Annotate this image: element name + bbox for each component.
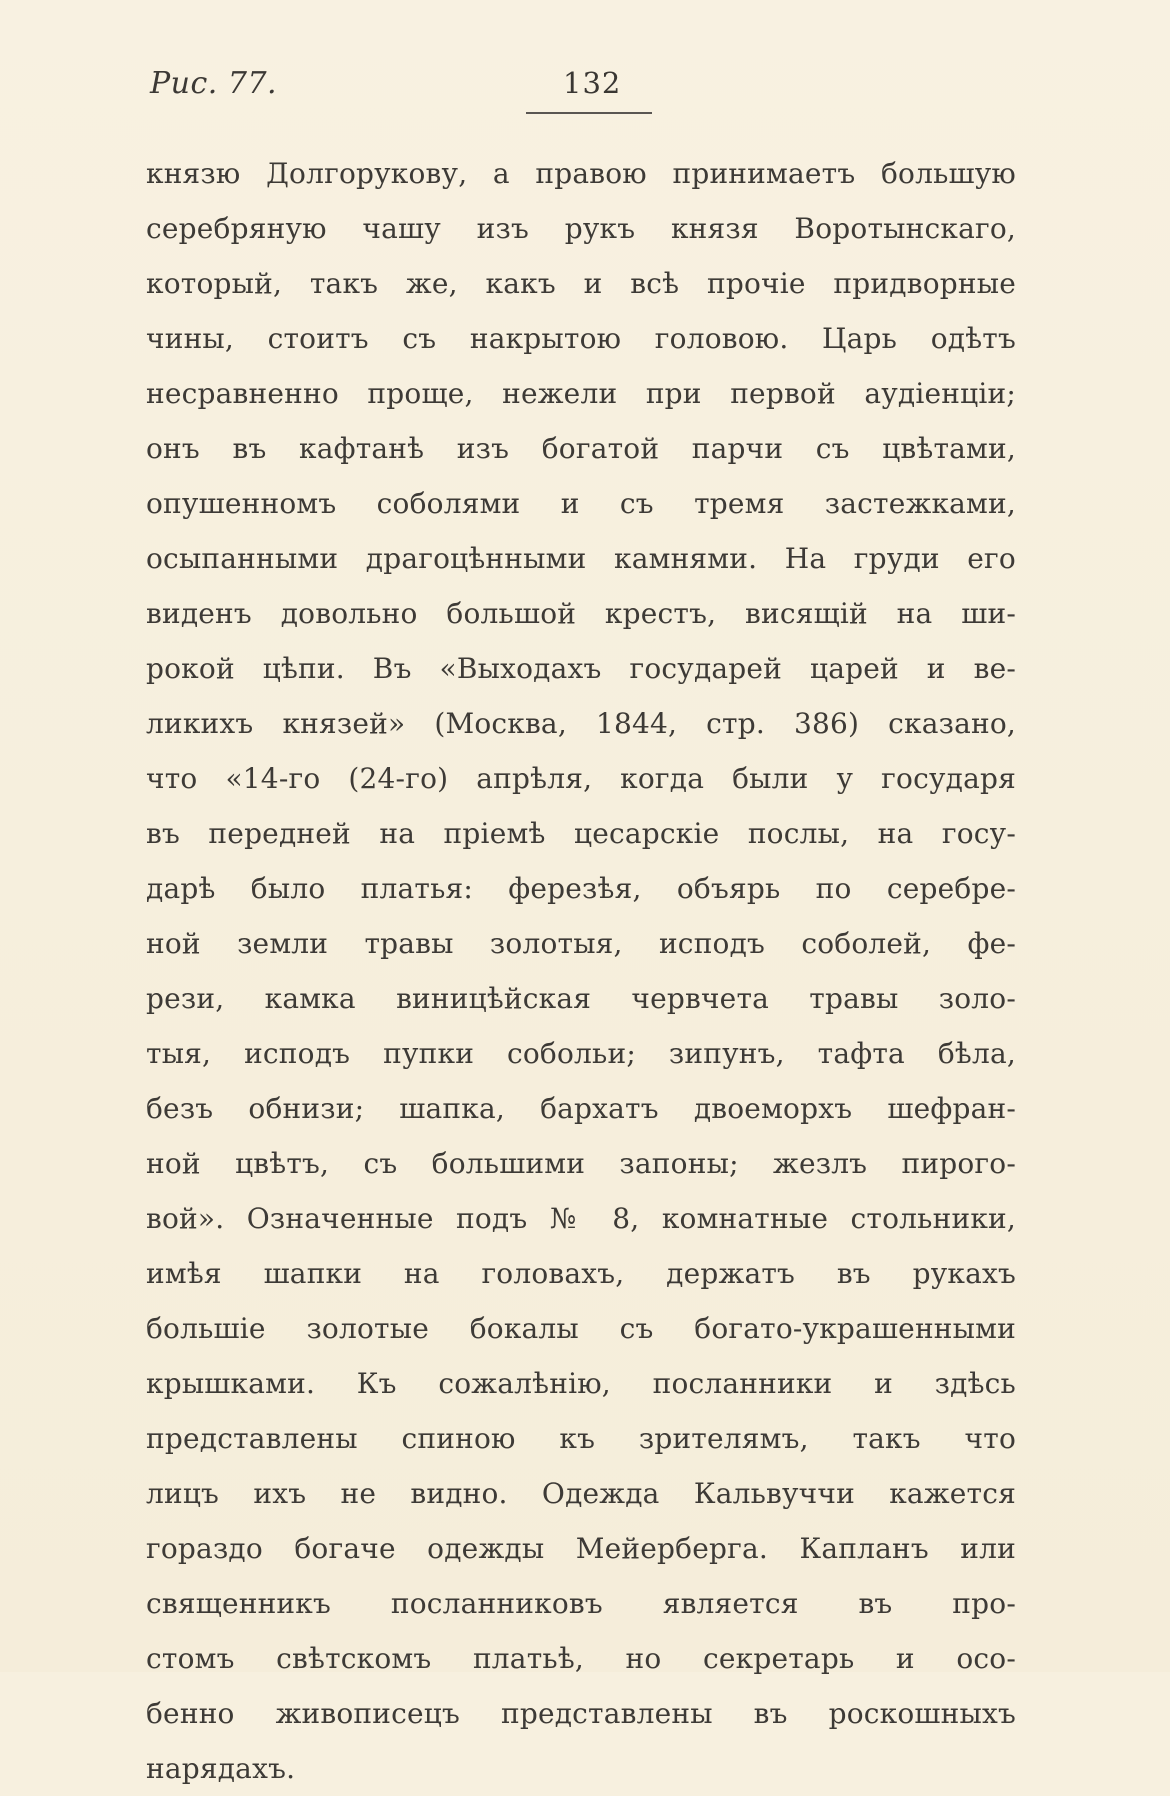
text-line: ной цвѣтъ, съ большими запоны; жезлъ пирого- [146,1147,1016,1180]
text-line: представлены спиною къ зрителямъ, такъ что [146,1422,1016,1455]
page-number: 132 [563,66,622,100]
text-line: имѣя шапки на головахъ, держатъ въ рукахъ [146,1257,1016,1290]
figure-reference: Рис. 77. [150,66,278,101]
text-line: дарѣ было платья: ферезѣя, объярь по серебре- [146,872,1016,905]
text-line: виденъ довольно большой крестъ, висящій на ши- [146,597,1016,630]
text-line: чины, стоитъ съ накрытою головою. Царь одѣтъ [146,322,1016,355]
text-line: крышками. Къ сожалѣнію, посланники и здѣсь [146,1367,1016,1400]
text-line: онъ въ кафтанѣ изъ богатой парчи съ цвѣтами, [146,432,1016,465]
text-line: осыпанными драгоцѣнными камнями. На груди его [146,542,1016,575]
text-line: рези, камка виницѣйская червчета травы золо- [146,982,1016,1015]
text-line: несравненно проще, нежели при первой аудіенціи; [146,377,1016,410]
text-line: вой». Означенные подъ № 8, комнатные стольники, [146,1202,1016,1235]
text-line: священникъ посланниковъ является въ про- [146,1587,1016,1620]
text-line: тыя, исподъ пупки собольи; зипунъ, тафта бѣла, [146,1037,1016,1070]
text-line: серебряную чашу изъ рукъ князя Воротынскаго, [146,212,1016,245]
text-line: который, такъ же, какъ и всѣ прочіе придворные [146,267,1016,300]
text-line: гораздо богаче одежды Мейерберга. Капланъ или [146,1532,1016,1565]
text-line: большіе золотые бокалы съ богато-украшенными [146,1312,1016,1345]
page-number-rule [526,112,652,114]
text-line: безъ обнизи; шапка, бархатъ двоеморхъ шефран- [146,1092,1016,1125]
body-text [146,146,1016,1796]
text-line: рокой цѣпи. Въ «Выходахъ государей царей и ве- [146,652,1016,685]
text-line: князю Долгорукову, а правою принимаетъ большую [146,157,1016,190]
text-line: нарядахъ. [146,1752,296,1785]
text-line: что «14-го (24-го) апрѣля, когда были у государя [146,762,1016,795]
text-line: лицъ ихъ не видно. Одежда Кальвуччи кажется [146,1477,1016,1510]
text-line: ной земли травы золотыя, исподъ соболей, фе- [146,927,1016,960]
text-line: бенно живописецъ представлены въ роскошныхъ [146,1697,1016,1730]
text-line: въ передней на пріемѣ цесарскіе послы, на госу- [146,817,1016,850]
text-line: стомъ свѣтскомъ платьѣ, но секретарь и осо- [146,1642,1016,1675]
page-header [150,66,1020,116]
text-line: ликихъ князей» (Москва, 1844, стр. 386) сказано, [146,707,1016,740]
text-line: опушенномъ соболями и съ тремя застежками, [146,487,1016,520]
